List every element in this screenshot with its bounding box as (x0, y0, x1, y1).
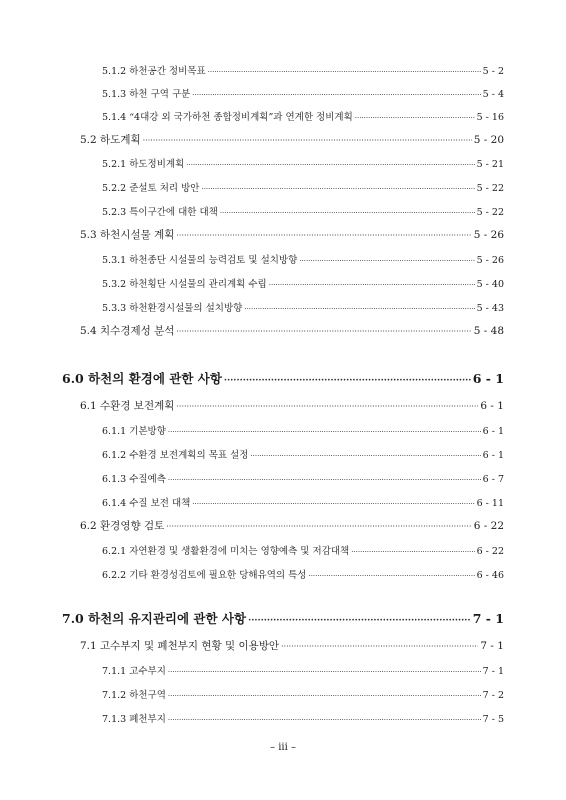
toc-entry-page: 6 - 1 (482, 426, 504, 437)
toc-entry-title: 6.1.4 수질 보전 대책 (102, 498, 191, 509)
toc-entry (80, 227, 504, 242)
toc-entry-title: 5.4 치수경제성 분석 (80, 325, 175, 337)
toc-entry (102, 567, 504, 581)
toc-entry-title: 7.1.2 하천구역 (102, 690, 166, 701)
toc-entry-page: 7 - 1 (482, 666, 504, 677)
toc-entry-title: 7.1.1 고수부지 (102, 666, 166, 677)
toc-entry (80, 398, 504, 413)
toc-entry (102, 63, 504, 77)
toc-entry-title: 6.2.2 기타 환경성검토에 필요한 당해유역의 특성 (102, 570, 307, 581)
toc-entry-title: 6.1.2 수환경 보전계획의 목표 설정 (102, 450, 249, 461)
toc-entry-page: 7 - 1 (480, 640, 504, 652)
leader-dots (220, 209, 475, 217)
toc-entry-title: 7.1.3 폐천부지 (102, 714, 166, 725)
toc-entry (102, 204, 504, 218)
toc-entry-title: 6.1.1 기본방향 (102, 426, 166, 437)
toc-chapter-page: 6 - 1 (472, 371, 504, 386)
toc-entry-title: 6.1.3 수질예측 (102, 474, 166, 485)
toc-entry-title: 6.2 환경영향 검토 (80, 520, 165, 532)
toc-chapter-title: 6.0 하천의 환경에 관한 사항 (62, 371, 222, 386)
toc-entry-title: 5.1.4 “4대강 외 국가하천 종합정비계획”과 연계한 정비계획 (102, 112, 353, 123)
leader-dots (281, 642, 478, 651)
leader-dots (269, 281, 475, 289)
toc-entry-title: 6.1 수환경 보전계획 (80, 400, 175, 412)
leader-dots (299, 257, 474, 265)
toc-entry (102, 252, 504, 266)
toc-entry-page: 5 - 48 (473, 325, 504, 337)
toc-entry-page: 7 - 2 (482, 690, 504, 701)
leader-dots (168, 428, 481, 436)
toc-entry-page: 7 - 5 (482, 714, 504, 725)
toc-chapter-page: 7 - 1 (472, 611, 504, 626)
leader-dots (351, 548, 474, 556)
toc-entry-title: 5.3.1 하천종단 시설물의 능력검토 및 설치방향 (102, 255, 298, 266)
leader-dots (248, 616, 471, 626)
leader-dots (176, 402, 478, 411)
toc-entry (102, 109, 504, 123)
leader-dots (176, 327, 471, 336)
toc-entry-page: 5 - 26 (473, 229, 504, 241)
toc-entry (102, 156, 504, 170)
toc-entry-page: 6 - 22 (473, 520, 504, 532)
toc-entry-page: 5 - 4 (482, 89, 504, 100)
toc-entry-title: 5.2 하도계획 (80, 134, 141, 146)
leader-dots (244, 305, 474, 313)
toc-entry (102, 276, 504, 290)
leader-dots (168, 692, 481, 700)
toc-entry-page: 5 - 22 (476, 183, 504, 194)
leader-dots (166, 522, 472, 531)
leader-dots (355, 114, 475, 122)
page-number-footer: – iii – (270, 742, 296, 753)
toc-entry (80, 638, 504, 653)
toc-entry-page: 6 - 46 (476, 570, 504, 581)
toc-entry (102, 447, 504, 461)
toc-entry (102, 495, 504, 509)
toc-entry (102, 711, 504, 725)
leader-dots (201, 185, 474, 193)
leader-dots (250, 452, 480, 460)
leader-dots (176, 231, 471, 240)
toc-chapter (62, 609, 504, 627)
toc-entry (80, 132, 504, 147)
toc-entry (102, 423, 504, 437)
toc-entry-page: 6 - 1 (482, 450, 504, 461)
toc-entry (102, 471, 504, 485)
toc-entry (102, 300, 504, 314)
leader-dots (186, 161, 474, 169)
toc-entry (102, 86, 504, 100)
toc-entry-page: 5 - 40 (476, 279, 504, 290)
toc-entry-title: 5.3 하천시설물 계획 (80, 229, 175, 241)
toc-entry-page: 5 - 20 (473, 134, 504, 146)
leader-dots (168, 476, 481, 484)
toc-entry-page: 5 - 22 (476, 207, 504, 218)
leader-dots (208, 68, 481, 76)
toc-entry (102, 663, 504, 677)
leader-dots (143, 136, 472, 145)
toc-entry-page: 5 - 26 (476, 255, 504, 266)
leader-dots (168, 716, 481, 724)
toc-entry (102, 687, 504, 701)
toc-entry-page: 5 - 16 (476, 112, 504, 123)
toc-entry-page: 6 - 22 (476, 546, 504, 557)
toc-chapter-title: 7.0 하천의 유지관리에 관한 사항 (62, 611, 247, 626)
toc-entry-page: 5 - 43 (476, 303, 504, 314)
leader-dots (192, 500, 474, 508)
toc-entry (102, 543, 504, 557)
toc-entry (102, 180, 504, 194)
toc-entry-title: 5.1.2 하천공간 정비목표 (102, 66, 206, 77)
toc-entry-page: 5 - 2 (482, 66, 504, 77)
toc-entry (80, 518, 504, 533)
toc-entry-page: 6 - 7 (482, 474, 504, 485)
leader-dots (308, 572, 474, 580)
toc-entry (80, 323, 504, 338)
toc-entry-title: 7.1 고수부지 및 폐천부지 현황 및 이용방안 (80, 640, 280, 652)
toc-entry-title: 5.2.3 특이구간에 대한 대책 (102, 207, 218, 218)
toc-entry-title: 5.2.1 하도정비계획 (102, 159, 185, 170)
toc-entry-title: 5.1.3 하천 구역 구분 (102, 89, 191, 100)
toc-entry-page: 6 - 1 (480, 400, 504, 412)
toc-entry-page: 5 - 21 (476, 159, 504, 170)
toc-entry-title: 5.2.2 준설토 처리 방안 (102, 183, 200, 194)
toc-entry-page: 6 - 11 (476, 498, 504, 509)
leader-dots (168, 668, 481, 676)
toc-chapter (62, 369, 504, 387)
leader-dots (224, 376, 471, 386)
leader-dots (192, 91, 480, 99)
toc-entry-title: 5.3.3 하천환경시설물의 설치방향 (102, 303, 243, 314)
toc-entry-title: 5.3.2 하천횡단 시설물의 관리계획 수립 (102, 279, 267, 290)
toc-entry-title: 6.2.1 자연환경 및 생활환경에 미치는 영향예측 및 저감대책 (102, 546, 350, 557)
